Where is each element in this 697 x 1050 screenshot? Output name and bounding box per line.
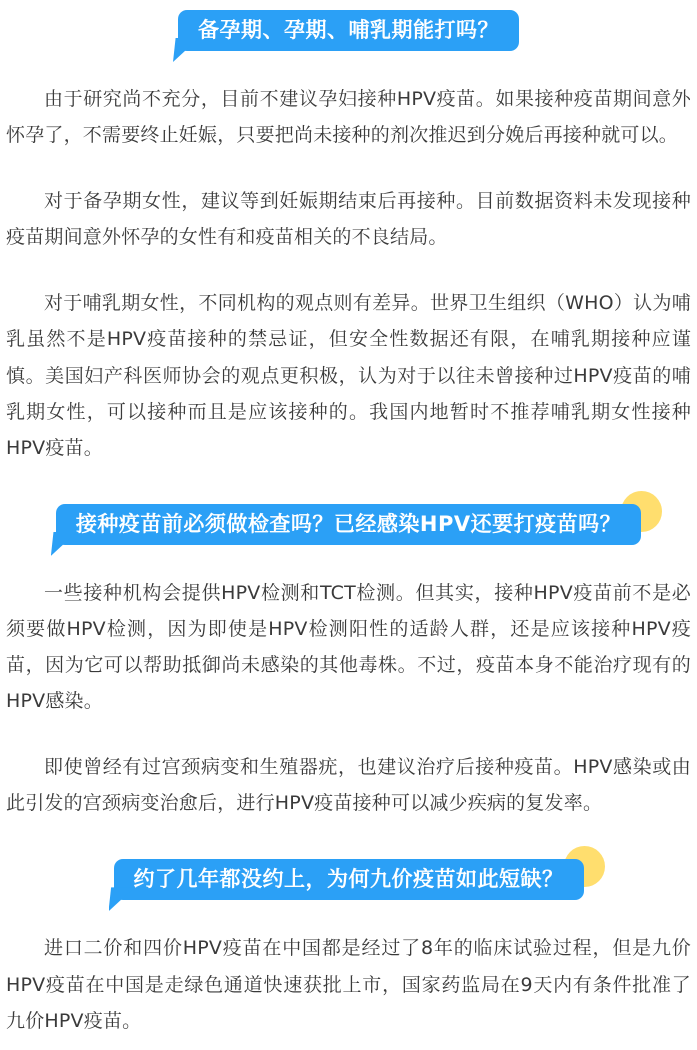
question-banner: 备孕期、孕期、哺乳期能打吗？	[178, 10, 519, 51]
paragraph: 对于哺乳期女性，不同机构的观点则有差异。世界卫生组织（WHO）认为哺乳虽然不是HPV疫苗接种的禁忌证，但安全性数据还有限，在哺乳期接种应谨慎。美国妇产科医师协会的观点更积极，认为对于以往未曾接种过HPV疫苗的哺乳期女性，可以接种而且是应该接种的。我国内地暂时不推荐哺乳期女性接种HPV疫苗。	[6, 292, 691, 459]
question-bubble	[114, 859, 584, 900]
question-banner: 约了几年都没约上，为何九价疫苗如此短缺？	[114, 859, 584, 900]
question-bubble	[178, 10, 519, 51]
section-nine-valent-shortage	[6, 859, 691, 1038]
section-heading-row	[6, 10, 691, 51]
paragraph: 即使曾经有过宫颈病变和生殖器疣，也建议治疗后接种疫苗。HPV感染或由此引发的宫颈病变治愈后，进行HPV疫苗接种可以减少疾病的复发率。	[6, 756, 691, 815]
section-pre-check	[6, 504, 691, 822]
paragraph: 由于研究尚不充分，目前不建议孕妇接种HPV疫苗。如果接种疫苗期间意外怀孕了，不需要终止妊娠，只要把尚未接种的剂次推迟到分娩后再接种就可以。	[6, 88, 691, 147]
question-bubble	[56, 504, 641, 545]
section-heading-row	[6, 504, 691, 545]
paragraph: 对于备孕期女性，建议等到妊娠期结束后再接种。目前数据资料未发现接种疫苗期间意外怀孕的女性有和疫苗相关的不良结局。	[6, 190, 691, 249]
section-pregnancy	[6, 10, 691, 466]
question-banner: 接种疫苗前必须做检查吗？已经感染HPV还要打疫苗吗？	[56, 504, 641, 545]
section-heading-row	[6, 859, 691, 900]
paragraph: 进口二价和四价HPV疫苗在中国都是经过了8年的临床试验过程，但是九价HPV疫苗在中国是走绿色通道快速获批上市，国家药监局在9天内有条件批准了九价HPV疫苗。	[6, 937, 691, 1032]
paragraph: 一些接种机构会提供HPV检测和TCT检测。但其实，接种HPV疫苗前不是必须要做HPV检测，因为即使是HPV检测阳性的适龄人群，还是应该接种HPV疫苗，因为它可以帮助抵御尚未感染的其他毒株。不过，疫苗本身不能治疗现有的HPV感染。	[6, 581, 691, 713]
